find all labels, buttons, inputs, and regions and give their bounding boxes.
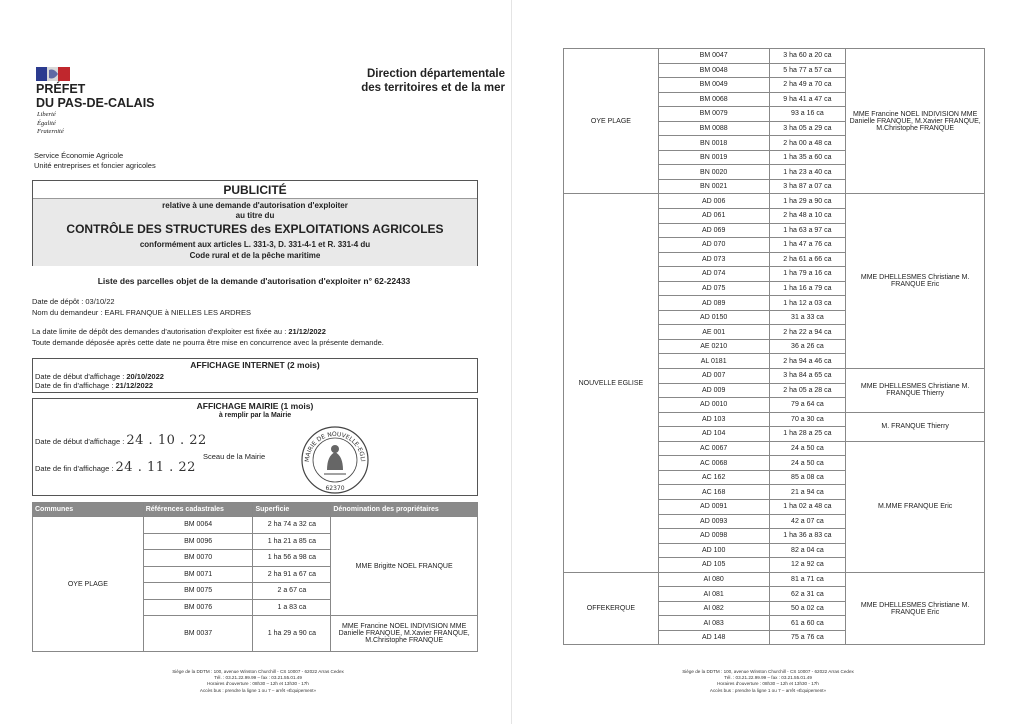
- affichage-mairie-box: [32, 398, 478, 496]
- seal-code: 62370: [325, 485, 345, 492]
- reference-cell: AD 0010: [658, 398, 769, 413]
- superficie-cell: 1 ha 16 a 79 ca: [769, 281, 846, 296]
- superficie-cell: 12 a 92 ca: [769, 558, 846, 573]
- date-depot: Date de dépôt : 03/10/22: [32, 297, 115, 306]
- reference-cell: AE 001: [658, 325, 769, 340]
- reference-cell: AD 074: [658, 267, 769, 282]
- header-proprietaires: Dénomination des propriétaires: [331, 503, 478, 517]
- devise: Liberté Égalité Fraternité: [37, 111, 64, 135]
- superficie-cell: 81 a 71 ca: [769, 572, 846, 587]
- superficie-cell: 42 a 07 ca: [769, 514, 846, 529]
- superficie-cell: 3 ha 60 a 20 ca: [769, 49, 846, 64]
- reference-cell: AD 0093: [658, 514, 769, 529]
- reference-cell: BN 0021: [658, 179, 769, 194]
- superficie-cell: 2 ha 49 a 70 ca: [769, 78, 846, 93]
- publicite-band: [33, 198, 477, 266]
- table-row: [33, 517, 478, 534]
- reference-cell: BM 0076: [143, 599, 253, 616]
- reference-cell: AI 081: [658, 587, 769, 602]
- superficie-cell: 1 ha 12 a 03 ca: [769, 296, 846, 311]
- superficie-cell: 9 ha 41 a 47 ca: [769, 92, 846, 107]
- publicite-line-3: CONTRÔLE DES STRUCTURES des EXPLOITATIONS AGRICOLES: [66, 222, 444, 236]
- header-references: Références cadastrales: [143, 503, 253, 517]
- owner-cell: MME DHELLESMES Christiane M. FRANQUE Eric: [846, 194, 985, 369]
- publicite-title: PUBLICITÉ: [223, 183, 287, 197]
- reference-cell: AD 148: [658, 630, 769, 645]
- reference-cell: AD 073: [658, 252, 769, 267]
- demandeur: Nom du demandeur : EARL FRANQUE à NIELLES LES ARDRES: [32, 308, 251, 317]
- commune-cell: OYE PLAGE: [564, 49, 659, 194]
- reference-cell: AD 009: [658, 383, 769, 398]
- superficie-cell: 1 ha 21 a 85 ca: [253, 533, 331, 550]
- owner-cell: MME DHELLESMES Christiane M. FRANQUE Thierry: [846, 369, 985, 413]
- direction-title: Direction départementale des territoires et de la mer: [361, 68, 505, 94]
- superficie-cell: 1 ha 29 a 90 ca: [769, 194, 846, 209]
- superficie-cell: 2 ha 61 a 66 ca: [769, 252, 846, 267]
- reference-cell: AI 083: [658, 616, 769, 631]
- reference-cell: BM 0037: [143, 616, 253, 652]
- reference-cell: BM 0064: [143, 517, 253, 534]
- affichage-internet-box: [32, 358, 478, 393]
- superficie-cell: 24 a 50 ca: [769, 456, 846, 471]
- reference-cell: AC 0067: [658, 441, 769, 456]
- reference-cell: AD 075: [658, 281, 769, 296]
- superficie-cell: 93 a 16 ca: [769, 107, 846, 122]
- reference-cell: BM 0079: [658, 107, 769, 122]
- superficie-cell: 75 a 76 ca: [769, 630, 846, 645]
- publicite-line-4: conformément aux articles L. 331-3, D. 331-4-1 et R. 331-4 du: [139, 240, 371, 249]
- superficie-cell: 2 ha 74 a 32 ca: [253, 517, 331, 534]
- table-row: [564, 49, 985, 64]
- commune-cell: OFFEKERQUE: [564, 572, 659, 645]
- reference-cell: AC 162: [658, 470, 769, 485]
- reference-cell: BM 0048: [658, 63, 769, 78]
- superficie-cell: 1 ha 28 a 25 ca: [769, 427, 846, 442]
- reference-cell: BM 0071: [143, 566, 253, 583]
- superficie-cell: 1 a 83 ca: [253, 599, 331, 616]
- reference-cell: AD 006: [658, 194, 769, 209]
- reference-cell: AD 105: [658, 558, 769, 573]
- superficie-cell: 1 ha 36 a 83 ca: [769, 529, 846, 544]
- superficie-cell: 2 ha 05 a 28 ca: [769, 383, 846, 398]
- date-limite: La date limite de dépôt des demandes d'autorisation d'exploiter est fixée au : 21/12/2022: [32, 327, 326, 336]
- superficie-cell: 70 a 30 ca: [769, 412, 846, 427]
- owner-cell: MME DHELLESMES Christiane M. FRANQUE Eric: [846, 572, 985, 645]
- reference-cell: AD 007: [658, 369, 769, 384]
- footer-left: Siège de la DDTM : 100, avenue Winston Churchill - CS 10007 - 62022 Arras Cedex Tél. : 03.21.22.99.99 – fax : 03.21.55.01.49 Horaires d'ouverture : 08h30 – 12h et 13h30 - 17h Accès bus : prendre la ligne 1 ou 7 – arrêt «Équipement»: [172, 669, 344, 693]
- mairie-fin-handwritten: 24 . 11 . 22: [115, 460, 196, 475]
- superficie-cell: 61 a 60 ca: [769, 616, 846, 631]
- reference-cell: BN 0018: [658, 136, 769, 151]
- affichage-mairie-title: AFFICHAGE MAIRIE (1 mois): [196, 401, 314, 411]
- superficie-cell: 2 a 67 ca: [253, 583, 331, 600]
- owner-cell: M.MME FRANQUE Eric: [846, 441, 985, 572]
- superficie-cell: 21 a 94 ca: [769, 485, 846, 500]
- superficie-cell: 36 a 26 ca: [769, 339, 846, 354]
- superficie-cell: 50 a 02 ca: [769, 601, 846, 616]
- mairie-debut: Date de début d'affichage : 24 . 10 . 22: [35, 433, 207, 448]
- superficie-cell: 82 a 04 ca: [769, 543, 846, 558]
- reference-cell: AD 0150: [658, 310, 769, 325]
- superficie-cell: 2 ha 91 a 67 ca: [253, 566, 331, 583]
- reference-cell: BM 0088: [658, 121, 769, 136]
- commune-cell: NOUVELLE EGLISE: [564, 194, 659, 572]
- superficie-cell: 2 ha 22 a 94 ca: [769, 325, 846, 340]
- owner-cell: M. FRANQUE Thierry: [846, 412, 985, 441]
- reference-cell: AC 0068: [658, 456, 769, 471]
- page-right: [512, 0, 1024, 724]
- internet-fin: Date de fin d'affichage : 21/12/2022: [35, 381, 154, 390]
- superficie-cell: 1 ha 79 a 16 ca: [769, 267, 846, 282]
- reference-cell: BM 0047: [658, 49, 769, 64]
- superficie-cell: 1 ha 29 a 90 ca: [253, 616, 331, 652]
- superficie-cell: 1 ha 56 a 98 ca: [253, 550, 331, 567]
- superficie-cell: 1 ha 35 a 60 ca: [769, 150, 846, 165]
- marianne-logo-icon: [36, 67, 70, 81]
- superficie-cell: 3 ha 84 a 65 ca: [769, 369, 846, 384]
- reference-cell: AD 103: [658, 412, 769, 427]
- footer-right: Siège de la DDTM : 100, avenue Winston Churchill - CS 10007 - 62022 Arras Cedex Tél. : 03.21.22.99.99 – fax : 03.21.55.01.49 Horaires d'ouverture : 08h30 – 12h et 13h30 - 17h Accès bus : prendre la ligne 1 ou 7 – arrêt «Équipement»: [682, 669, 854, 693]
- superficie-cell: 5 ha 77 a 57 ca: [769, 63, 846, 78]
- internet-debut: Date de début d'affichage : 20/10/2022: [35, 372, 164, 381]
- prefet-title: PRÉFET DU PAS-DE-CALAIS: [36, 82, 155, 110]
- superficie-cell: 1 ha 23 a 40 ca: [769, 165, 846, 180]
- superficie-cell: 3 ha 05 a 29 ca: [769, 121, 846, 136]
- reference-cell: BM 0049: [658, 78, 769, 93]
- reference-cell: AD 061: [658, 209, 769, 224]
- reference-cell: AD 0091: [658, 499, 769, 514]
- reference-cell: BM 0070: [143, 550, 253, 567]
- sceau-label: Sceau de la Mairie: [203, 452, 266, 461]
- owner-cell: MME Francine NOEL INDIVISION MME Danielle FRANQUE, M.Xavier FRANQUE, M.Christophe FRANQUE: [331, 616, 478, 652]
- owner-cell: MME Francine NOEL INDIVISION MME Danielle FRANQUE, M.Xavier FRANQUE, M.Christophe FRANQUE: [846, 49, 985, 194]
- reference-cell: AC 168: [658, 485, 769, 500]
- reference-cell: BM 0096: [143, 533, 253, 550]
- reference-cell: AD 100: [658, 543, 769, 558]
- service-label: Service Économie Agricole Unité entreprises et foncier agricoles: [34, 151, 156, 170]
- publicite-line-2: au titre du: [235, 211, 275, 220]
- reference-cell: AD 070: [658, 238, 769, 253]
- superficie-cell: 24 a 50 ca: [769, 441, 846, 456]
- superficie-cell: 79 a 64 ca: [769, 398, 846, 413]
- reference-cell: BN 0019: [658, 150, 769, 165]
- superficie-cell: 1 ha 63 a 97 ca: [769, 223, 846, 238]
- header-communes: Communes: [33, 503, 144, 517]
- superficie-cell: 85 a 08 ca: [769, 470, 846, 485]
- mairie-debut-handwritten: 24 . 10 . 22: [126, 433, 207, 448]
- superficie-cell: 2 ha 48 a 10 ca: [769, 209, 846, 224]
- reference-cell: AD 104: [658, 427, 769, 442]
- superficie-cell: 62 a 31 ca: [769, 587, 846, 602]
- superficie-cell: 2 ha 94 a 46 ca: [769, 354, 846, 369]
- reference-cell: AI 080: [658, 572, 769, 587]
- superficie-cell: 31 a 33 ca: [769, 310, 846, 325]
- liste-title: Liste des parcelles objet de la demande d'autorisation d'exploiter n° 62-22433: [97, 276, 411, 286]
- superficie-cell: 1 ha 02 a 48 ca: [769, 499, 846, 514]
- reference-cell: BM 0068: [658, 92, 769, 107]
- mairie-seal-stamp: [300, 420, 370, 498]
- superficie-cell: 1 ha 47 a 76 ca: [769, 238, 846, 253]
- concurrence-note: Toute demande déposée après cette date ne pourra être mise en concurrence avec la présente demande.: [32, 338, 384, 347]
- affichage-mairie-sub: à remplir par la Mairie: [218, 412, 292, 419]
- publicite-box: [32, 180, 478, 266]
- superficie-cell: 2 ha 00 a 48 ca: [769, 136, 846, 151]
- superficie-cell: 3 ha 87 a 07 ca: [769, 179, 846, 194]
- affichage-internet-title: AFFICHAGE INTERNET (2 mois): [190, 360, 320, 370]
- header-superficie: Superficie: [253, 503, 331, 517]
- reference-cell: AD 089: [658, 296, 769, 311]
- reference-cell: AD 069: [658, 223, 769, 238]
- owner-cell: MME Brigitte NOEL FRANQUE: [331, 517, 478, 616]
- commune-cell: OYE PLAGE: [33, 517, 144, 652]
- parcelles-table-right: [563, 48, 985, 645]
- reference-cell: AL 0181: [658, 354, 769, 369]
- table-row: [564, 572, 985, 587]
- table-row: [564, 194, 985, 209]
- parcelles-table-left: [32, 502, 478, 652]
- seal-text: MAIRIE DE NOUVELLE-EGLI: [303, 430, 367, 463]
- mairie-fin: Date de fin d'affichage : 24 . 11 . 22: [35, 460, 196, 475]
- reference-cell: AE 0210: [658, 339, 769, 354]
- reference-cell: BN 0020: [658, 165, 769, 180]
- reference-cell: AI 082: [658, 601, 769, 616]
- publicite-line-5: Code rural et de la pêche maritime: [189, 251, 321, 260]
- publicite-line-1: relative à une demande d'autorisation d'exploiter: [162, 201, 348, 210]
- reference-cell: BM 0075: [143, 583, 253, 600]
- reference-cell: AD 0098: [658, 529, 769, 544]
